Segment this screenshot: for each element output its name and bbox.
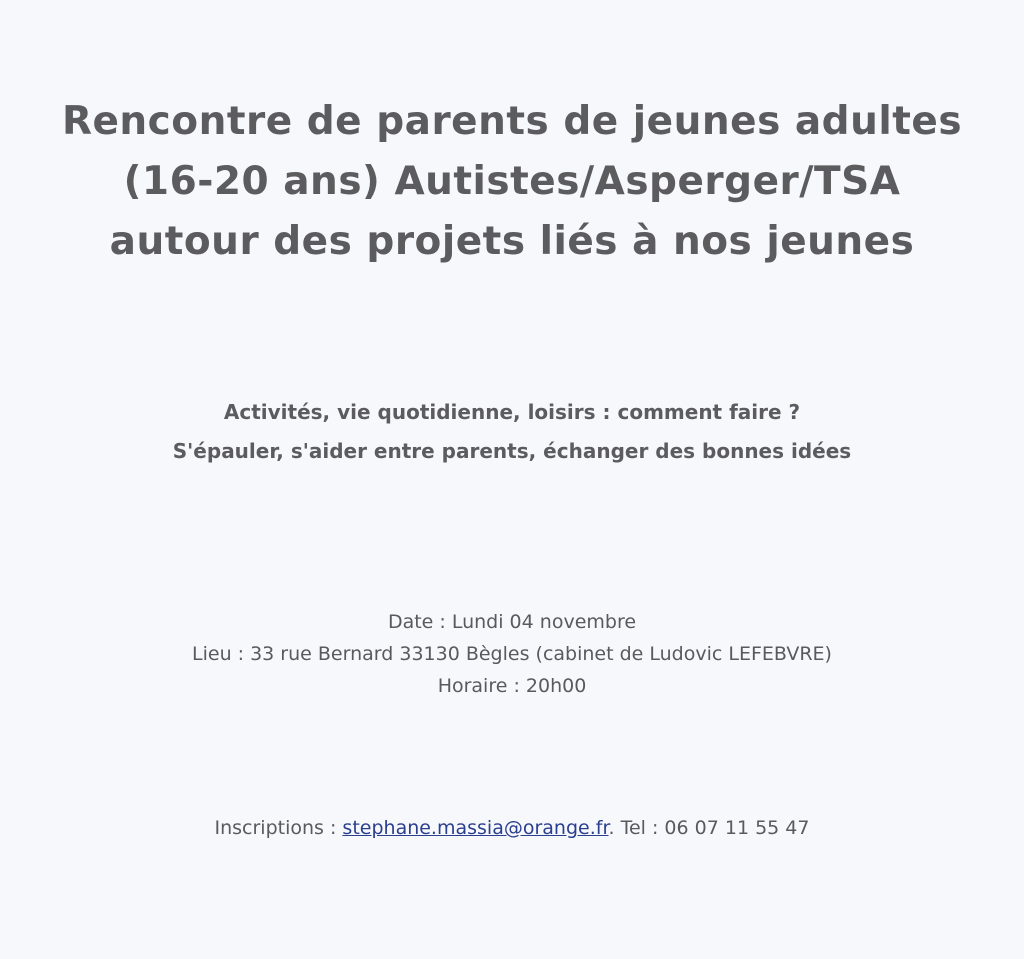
event-time: Horaire : 20h00: [437, 675, 587, 697]
title-line-1: Rencontre de parents de jeunes adultes: [61, 99, 963, 144]
subtitle-line-1: Activités, vie quotidienne, loisirs : comment faire ?: [223, 400, 801, 424]
subtitle-line-2: S'épauler, s'aider entre parents, échanger des bonnes idées: [172, 439, 852, 463]
flyer-subtitle: [0, 393, 1024, 471]
registration-label: Inscriptions :: [214, 817, 343, 839]
title-line-2: (16-20 ans) Autistes/Asperger/TSA: [123, 159, 901, 204]
title-line-3: autour des projets liés à nos jeunes: [109, 219, 915, 264]
registration-contact: [0, 812, 1024, 844]
contact-separator: .: [608, 817, 615, 839]
event-date: Date : Lundi 04 novembre: [387, 611, 637, 633]
event-details: [0, 606, 1024, 702]
event-location: Lieu : 33 rue Bernard 33130 Bègles (cabinet de Ludovic LEFEBVRE): [192, 643, 832, 665]
email-link[interactable]: stephane.massia@orange.fr: [342, 817, 609, 839]
flyer-title: [0, 92, 1024, 272]
phone-number: Tel : 06 07 11 55 47: [614, 817, 810, 839]
